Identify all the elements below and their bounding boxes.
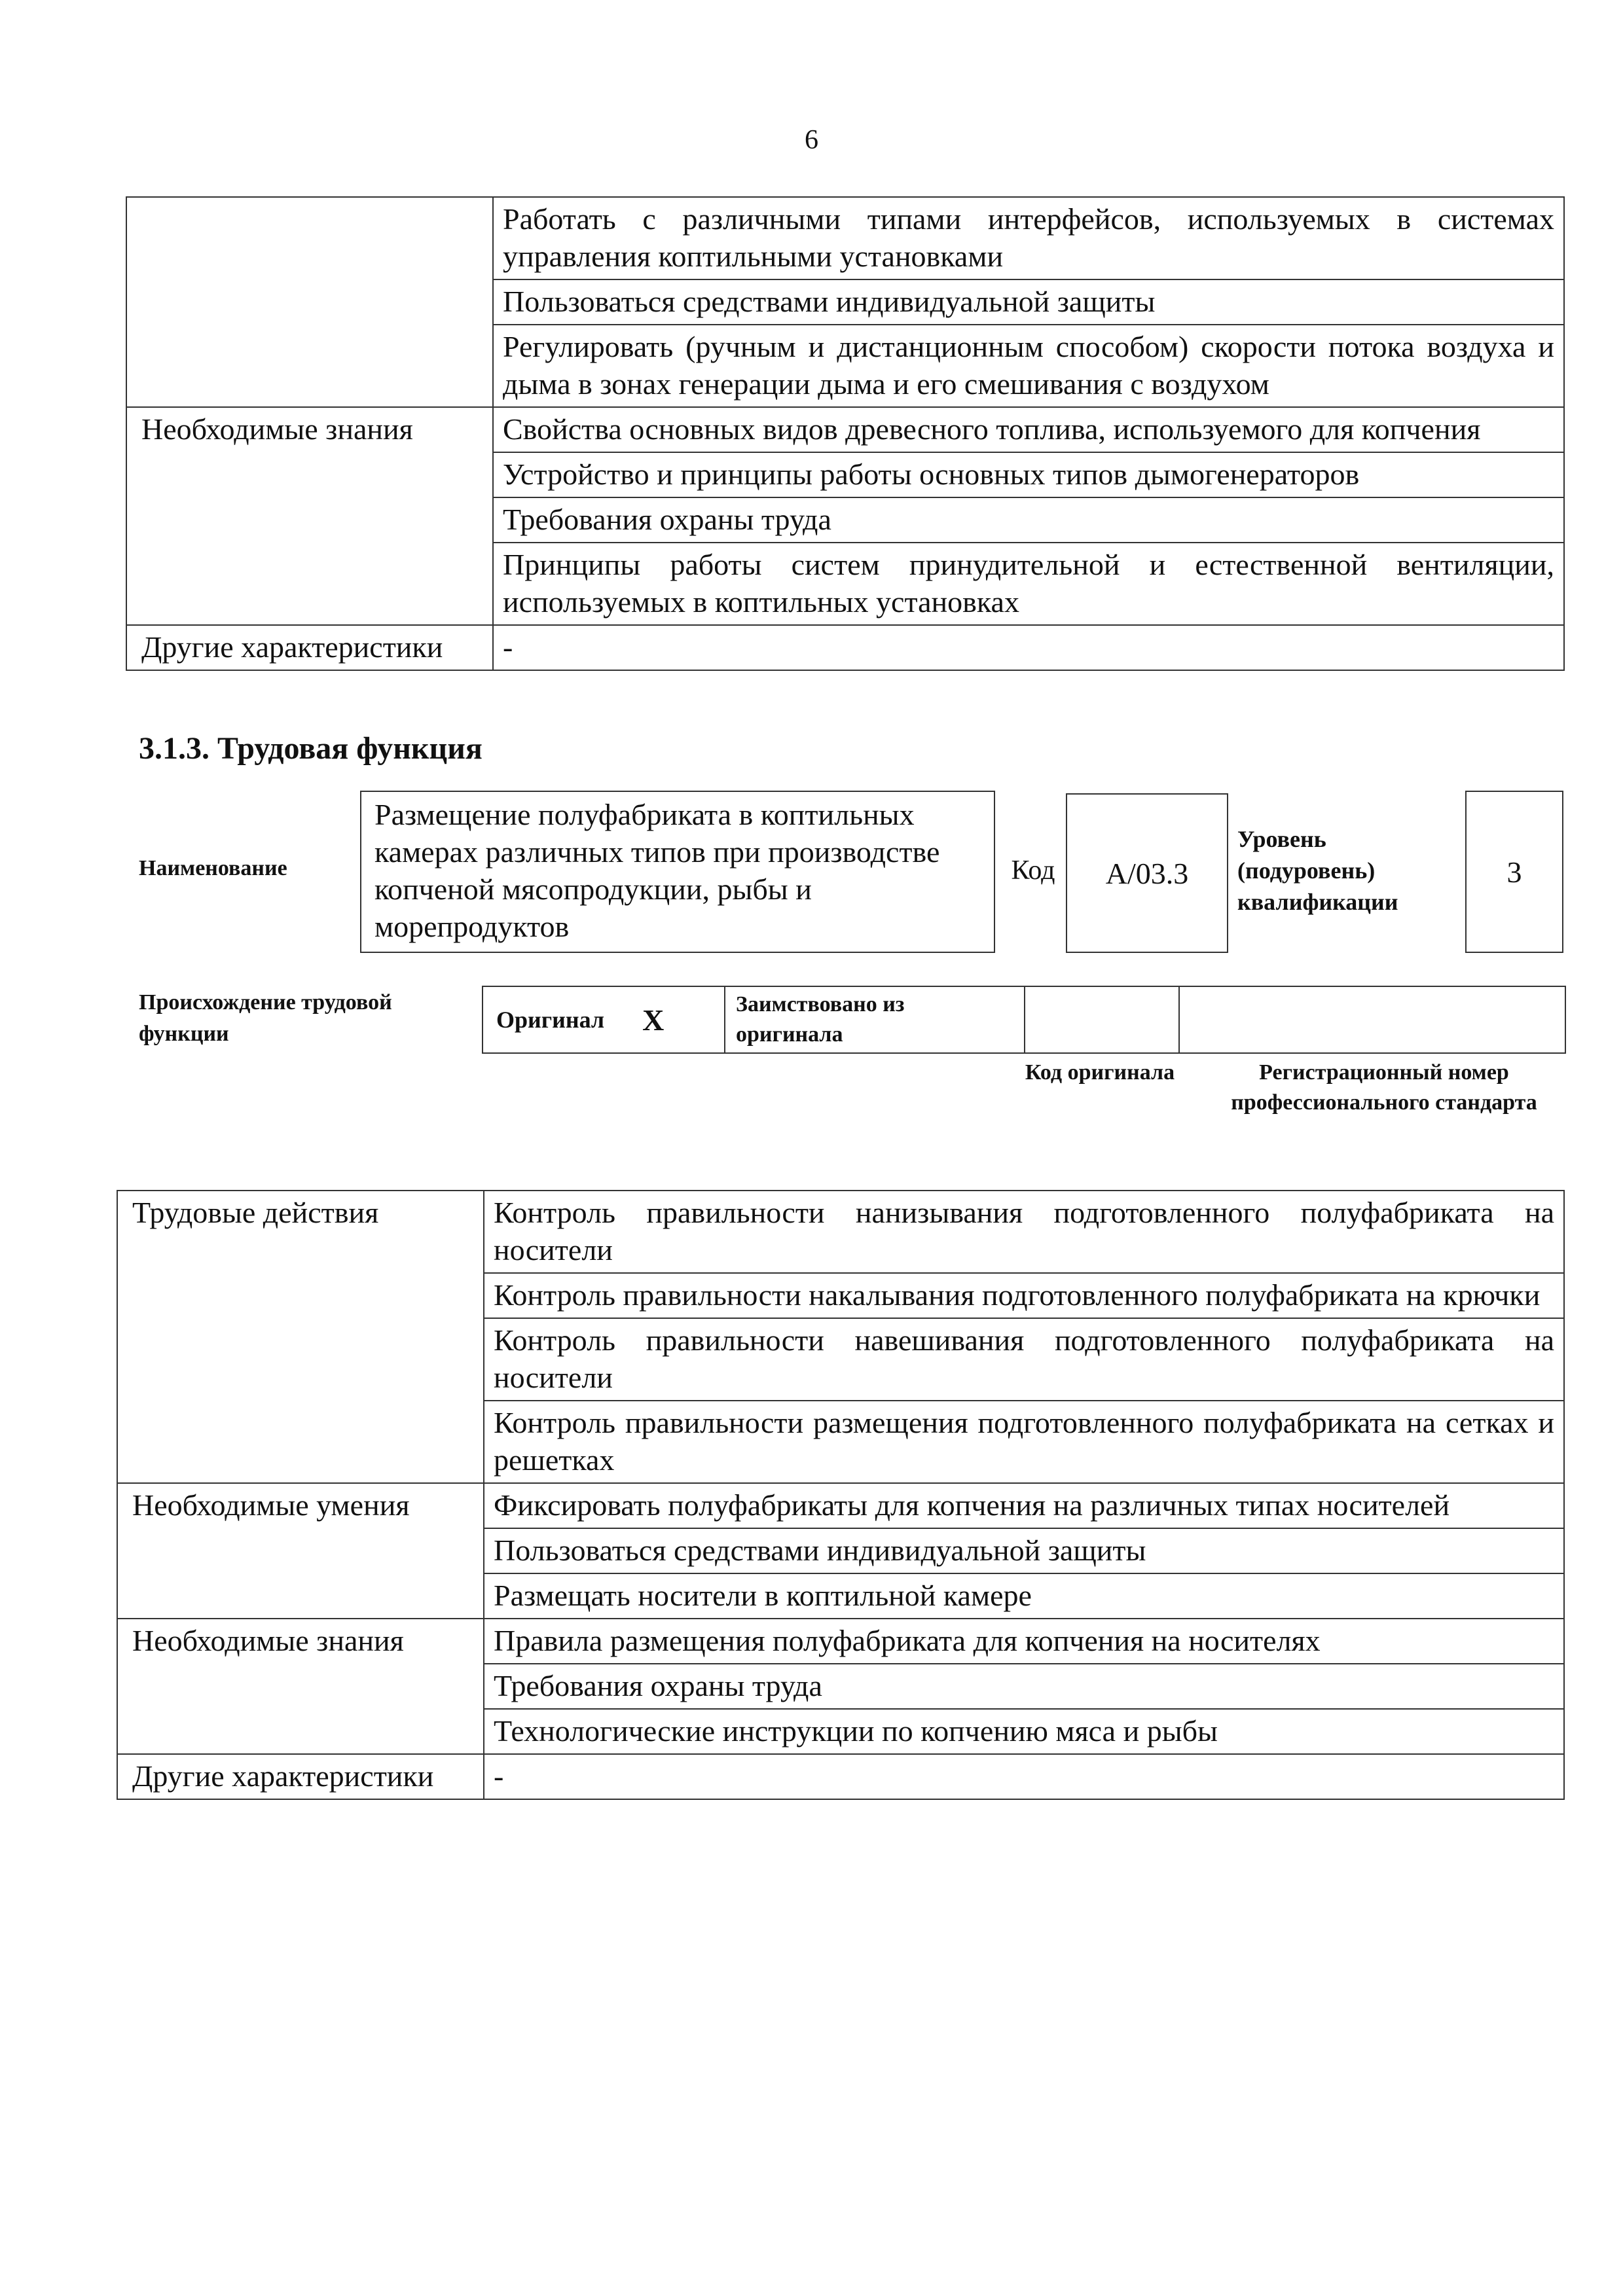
row-item: Пользоваться средствами индивидуальной защиты <box>484 1528 1564 1573</box>
origin-original-label: Оригинал <box>496 1007 605 1033</box>
row-item: Контроль правильности размещения подготовленного полуфабриката на сетках и решетках <box>484 1401 1564 1483</box>
origin-row <box>482 986 1566 1054</box>
qualification-level-text: 3 <box>1506 855 1522 889</box>
row-label: Необходимые умения <box>117 1483 484 1619</box>
row-item: - <box>493 625 1564 670</box>
row-label: Трудовые действия <box>117 1191 484 1483</box>
page-number: 6 <box>805 125 818 155</box>
function-name-label: Наименование <box>139 856 287 880</box>
row-item: Устройство и принципы работы основных типов дымогенераторов <box>493 452 1564 497</box>
table-row <box>126 197 1564 279</box>
skills-knowledge-table-2 <box>117 1190 1565 1800</box>
qualification-level-label: Уровень (подуровень) квалификации <box>1237 826 1398 915</box>
row-item: Фиксировать полуфабрикаты для копчения на различных типах носителей <box>484 1483 1564 1528</box>
row-item: Свойства основных видов древесного топлива, используемого для копчения <box>493 407 1564 452</box>
row-item: Требования охраны труда <box>484 1664 1564 1709</box>
table-row <box>117 1191 1564 1273</box>
origin-reg-caption: Регистрационный номер профессионального стандарта <box>1231 1060 1537 1115</box>
row-item: Принципы работы систем принудительной и естественной вентиляции, используемых в коптильных установках <box>493 543 1564 625</box>
row-label: Необходимые знания <box>117 1619 484 1754</box>
row-item: Размещать носители в коптильной камере <box>484 1573 1564 1619</box>
function-code-text: А/03.3 <box>1105 856 1189 890</box>
function-name-value: Размещение полуфабриката в коптильных камерах различных типов при производстве копченой мясопродукции, рыбы и морепродуктов <box>360 791 995 953</box>
qualification-level-value <box>1465 791 1563 953</box>
origin-reg-number-cell <box>1180 987 1565 1052</box>
origin-label: Происхождение трудовой функции <box>139 990 392 1046</box>
row-item: Контроль правильности навешивания подготовленного полуфабриката на носители <box>484 1318 1564 1401</box>
origin-original-mark: X <box>642 1003 665 1037</box>
row-item: Требования охраны труда <box>493 497 1564 543</box>
row-item: Контроль правильности накалывания подготовленного полуфабриката на крючки <box>484 1273 1564 1318</box>
table-row <box>117 1754 1564 1799</box>
row-item: Пользоваться средствами индивидуальной защиты <box>493 279 1564 325</box>
table-row <box>117 1619 1564 1664</box>
row-label: Другие характеристики <box>126 625 493 670</box>
row-item: - <box>484 1754 1564 1799</box>
section-title: 3.1.3. Трудовая функция <box>139 731 483 766</box>
row-item: Технологические инструкции по копчению мяса и рыбы <box>484 1709 1564 1754</box>
function-code-value <box>1066 793 1228 953</box>
origin-borrowed-cell: Заимствовано из оригинала <box>725 987 1025 1052</box>
origin-code-cell <box>1025 987 1180 1052</box>
row-label <box>126 197 493 407</box>
row-label: Другие характеристики <box>117 1754 484 1799</box>
table-row <box>126 407 1564 452</box>
table-row <box>117 1483 1564 1528</box>
origin-code-caption: Код оригинала <box>1025 1060 1175 1085</box>
skills-knowledge-table-1 <box>126 196 1565 671</box>
function-code-label: Код <box>1011 855 1055 886</box>
row-label: Необходимые знания <box>126 407 493 625</box>
row-item: Контроль правильности нанизывания подготовленного полуфабриката на носители <box>484 1191 1564 1273</box>
row-item: Правила размещения полуфабриката для копчения на носителях <box>484 1619 1564 1664</box>
origin-original-cell <box>483 987 725 1052</box>
table-row <box>126 625 1564 670</box>
row-item: Работать с различными типами интерфейсов, используемых в системах управления коптильными установками <box>493 197 1564 279</box>
row-item: Регулировать (ручным и дистанционным способом) скорости потока воздуха и дыма в зонах генерации дыма и его смешивания с воздухом <box>493 325 1564 407</box>
